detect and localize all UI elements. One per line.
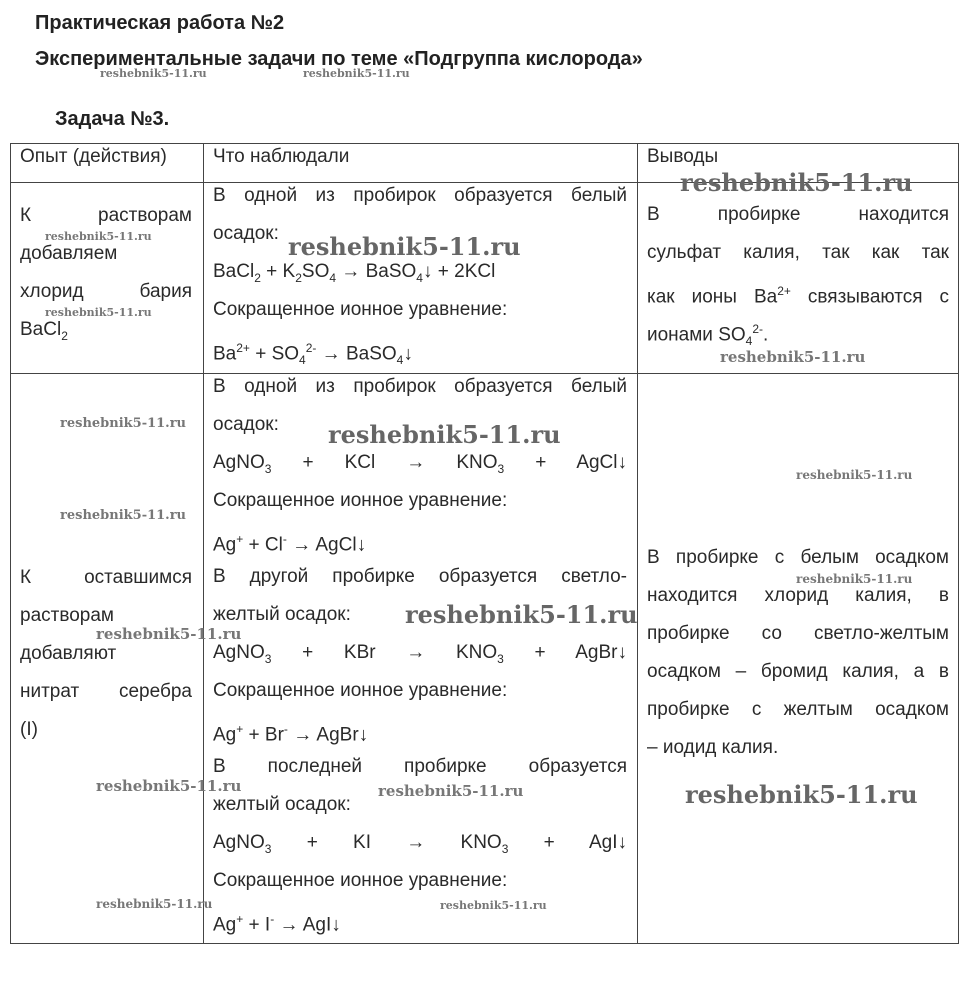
task-heading: Задача №3. (55, 108, 170, 130)
cell-text-line: осадок: (213, 223, 279, 244)
superscript: - (283, 722, 288, 736)
header-text: Опыт (действия) (20, 146, 167, 167)
cell-text-line: Ag+ + I- → AgI↓ (213, 912, 341, 936)
row1-observed-cell (213, 177, 627, 367)
cell-text-line: – иодид калия. (647, 737, 779, 758)
watermark: reshebnik5-11.ru (96, 625, 242, 643)
cell-text-line: Сокращенное ионное уравнение: (213, 490, 508, 511)
cell-text-line: Ag+ + Cl- → AgCl↓ (213, 532, 367, 556)
cell-text-line: сульфат калия, так как так (647, 242, 949, 263)
table-border-bottom (10, 943, 959, 944)
cell-text-line: пробирке со светло-желтым (647, 623, 949, 644)
cell-text-line: (I) (20, 719, 38, 740)
header-experiment (20, 138, 167, 176)
watermark: reshebnik5-11.ru (60, 416, 187, 431)
superscript: 2+ (236, 341, 250, 355)
superscript: - (270, 912, 275, 926)
table-column-divider (203, 143, 204, 944)
superscript: 2- (752, 322, 764, 336)
subscript: 4 (396, 353, 404, 368)
cell-text-line: Сокращенное ионное уравнение: (213, 299, 508, 320)
cell-text-line: как ионы $Ba^{2+}$ связываются с (647, 284, 949, 308)
watermark: reshebnik5-11.ru (96, 777, 242, 795)
cell-text-line: осадком – бромид калия, а в (647, 661, 949, 682)
cell-text-line: добавляем (20, 243, 118, 264)
watermark: reshebnik5-11.ru (328, 420, 561, 449)
subscript: 4 (745, 334, 753, 349)
watermark: reshebnik5-11.ru (45, 230, 152, 243)
cell-text-line: AgNO$_3$ + KI → $KNO_3$ + AgI↓ (213, 832, 627, 856)
cell-text-line: BaCl$_2$ + $K_2SO_4$ → BaSO$_4$↓ + 2KCl (213, 261, 496, 285)
cell-text-line: пробирке с желтым осадком (647, 699, 949, 720)
cell-text-line: Сокращенное ионное уравнение: (213, 870, 508, 891)
superscript: 2+ (777, 284, 791, 298)
watermark: reshebnik5-11.ru (796, 572, 913, 586)
superscript: - (282, 532, 287, 546)
cell-text-line: желтый осадок: (213, 604, 351, 625)
cell-text-line: AgNO$_3$ + KBr → $KNO_3$ + AgBr↓ (213, 642, 627, 666)
cell-text-line: нитрат серебра (20, 681, 192, 702)
header-observed (213, 138, 349, 176)
header-text: Что наблюдали (213, 146, 350, 167)
watermark: reshebnik5-11.ru (378, 782, 524, 800)
watermark: reshebnik5-11.ru (96, 897, 213, 911)
watermark: reshebnik5-11.ru (440, 899, 547, 912)
table-column-divider (637, 143, 638, 944)
subscript: 2 (254, 270, 261, 285)
watermark: reshebnik5-11.ru (45, 306, 152, 319)
table-border-right (958, 143, 959, 944)
cell-text-line: В другой пробирке образуется светло- (213, 566, 627, 587)
watermark: reshebnik5-11.ru (303, 67, 410, 80)
cell-text-line: К растворам (20, 205, 192, 226)
cell-text-line: находится хлорид калия, в (647, 585, 949, 606)
watermark: reshebnik5-11.ru (288, 232, 521, 261)
superscript: + (236, 722, 244, 736)
subscript: 2 (295, 270, 302, 285)
subscript: 3 (264, 651, 272, 666)
superscript: + (236, 532, 244, 546)
row1-conclusion-cell (647, 196, 949, 348)
cell-text-line: хлорид бария (20, 281, 192, 302)
subscript: 4 (299, 353, 306, 368)
cell-text-line: В одной из пробирок образуется белый (213, 185, 627, 206)
cell-text-line: Сокращенное ионное уравнение: (213, 680, 508, 701)
cell-text-line: желтый осадок: (213, 794, 351, 815)
subscript: 3 (264, 841, 272, 856)
cell-text-line: ионами $SO_4^{2-}$. (647, 322, 769, 349)
subscript: 2 (61, 328, 68, 343)
cell-text-line: В последней пробирке образуется (213, 756, 627, 777)
watermark: reshebnik5-11.ru (100, 67, 207, 80)
page-title: Практическая работа №2 (35, 12, 285, 34)
watermark: reshebnik5-11.ru (720, 348, 866, 366)
watermark: reshebnik5-11.ru (405, 600, 638, 629)
subscript: 3 (264, 461, 272, 476)
row1-experiment-cell (20, 197, 192, 349)
superscript: + (236, 912, 244, 926)
subscript: 4 (329, 270, 337, 285)
subscript: 4 (416, 270, 423, 285)
watermark: reshebnik5-11.ru (680, 168, 913, 197)
cell-text-line: К оставшимся (20, 567, 192, 588)
page-subtitle: Экспериментальные задачи по теме «Подгруппа кислорода» (35, 48, 643, 70)
cell-text-line: В одной из пробирок образуется белый (213, 376, 627, 397)
cell-text-line: AgNO$_3$ + KCl → $KNO_3$ + AgCl↓ (213, 452, 627, 476)
header-text: Выводы (647, 146, 719, 167)
cell-text-line: $Ba^{2+} + SO_4^{2-}$ → BaSO$_4$↓ (213, 341, 413, 368)
table-border-left (10, 143, 11, 944)
cell-text-line: В пробирке находится (647, 204, 949, 225)
cell-text-line: растворам (20, 605, 114, 626)
cell-text-line: осадок: (213, 414, 279, 435)
row2-observed-cell (213, 368, 627, 938)
watermark: reshebnik5-11.ru (685, 780, 918, 809)
watermark: reshebnik5-11.ru (796, 468, 913, 482)
cell-text-line: Ag+ + Br- → AgBr↓ (213, 722, 369, 746)
row2-experiment-cell (20, 559, 192, 749)
subscript: 3 (501, 841, 509, 856)
subscript: 3 (497, 651, 504, 666)
watermark: reshebnik5-11.ru (60, 508, 187, 523)
subscript: 3 (497, 461, 505, 476)
superscript: 2- (305, 341, 317, 355)
cell-text-line: BaCl$_2$ (20, 319, 68, 343)
cell-text-line: В пробирке с белым осадком (647, 547, 949, 568)
cell-text-line: добавляют (20, 643, 117, 664)
